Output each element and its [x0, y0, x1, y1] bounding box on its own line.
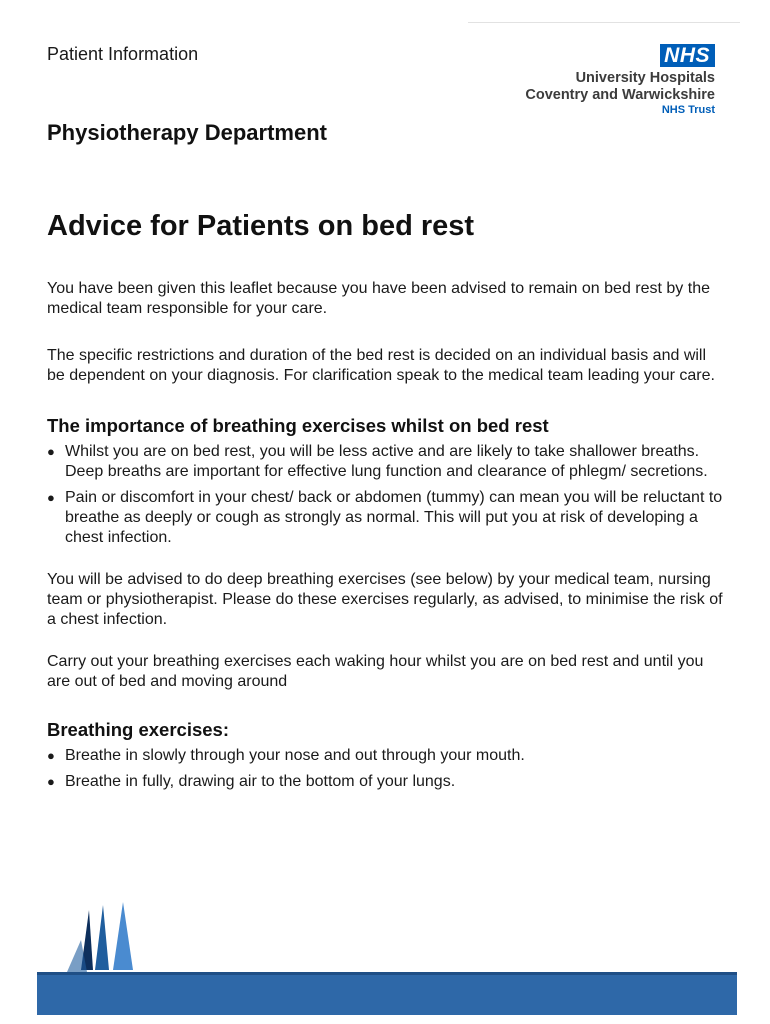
header-label: Patient Information — [47, 44, 199, 64]
section-heading-breathing-importance: The importance of breathing exercises whilst on bed rest — [47, 415, 549, 436]
trust-name-line-3: NHS Trust — [661, 104, 715, 116]
bullet-list — [47, 442, 727, 548]
list-item-text: Breathe in slowly through your nose and out through your mouth. — [65, 747, 525, 764]
spire-shape — [67, 940, 87, 972]
bullet-glyph: ● — [47, 748, 55, 763]
list-item — [47, 772, 727, 792]
bullet-list — [47, 746, 727, 792]
list-item — [47, 442, 727, 482]
list-item — [47, 746, 727, 766]
body-paragraph: You will be advised to do deep breathing exercises (see below) by your medical team, nursing team or physiotherapist. Please do these exercises regularly, as advised, to minimise the risk of a chest infection. — [47, 571, 723, 628]
intro-paragraph: You have been given this leaflet because you have been advised to remain on bed rest by the medical team responsible for your care. — [47, 280, 710, 317]
list-item — [47, 488, 727, 548]
page-title: Advice for Patients on bed rest — [47, 210, 475, 242]
spires-graphic — [37, 900, 157, 980]
section-heading-breathing-exercises: Breathing exercises: — [47, 719, 230, 740]
body-paragraph: Carry out your breathing exercises each waking hour whilst you are on bed rest and until you are out of bed and moving around — [47, 653, 704, 690]
list-item-text: Breathe in fully, drawing air to the bottom of your lungs. — [65, 773, 456, 790]
footer-band — [37, 975, 737, 1015]
nhs-trust-logo — [525, 44, 715, 117]
list-item-text: Pain or discomfort in your chest/ back or abdomen (tummy) can mean you will be reluctant to breathe as deeply or cough as strongly as normal. This will put you at risk of developing a chest infection. — [65, 489, 723, 546]
intro-paragraph: The specific restrictions and duration of the bed rest is decided on an individual basis and will be dependent on your diagnosis. For clarification speak to the medical team leading your care. — [47, 347, 715, 384]
nhs-badge: NHS — [660, 44, 715, 67]
trust-name-line-2: Coventry and Warwickshire — [525, 87, 715, 103]
bullet-glyph: ● — [47, 774, 55, 789]
header-divider — [468, 22, 740, 23]
leaflet-body — [47, 279, 727, 798]
list-item-text: Whilst you are on bed rest, you will be less active and are likely to take shallower breaths. Deep breaths are important for effective lung function and clearance of phlegm/ secretions. — [65, 443, 708, 480]
spire-shape — [113, 902, 133, 970]
trust-name-line-1: University Hospitals — [575, 70, 715, 86]
spire-shape — [95, 905, 109, 970]
bullet-glyph: ● — [47, 490, 55, 505]
bullet-glyph: ● — [47, 444, 55, 459]
department-heading: Physiotherapy Department — [47, 120, 327, 145]
